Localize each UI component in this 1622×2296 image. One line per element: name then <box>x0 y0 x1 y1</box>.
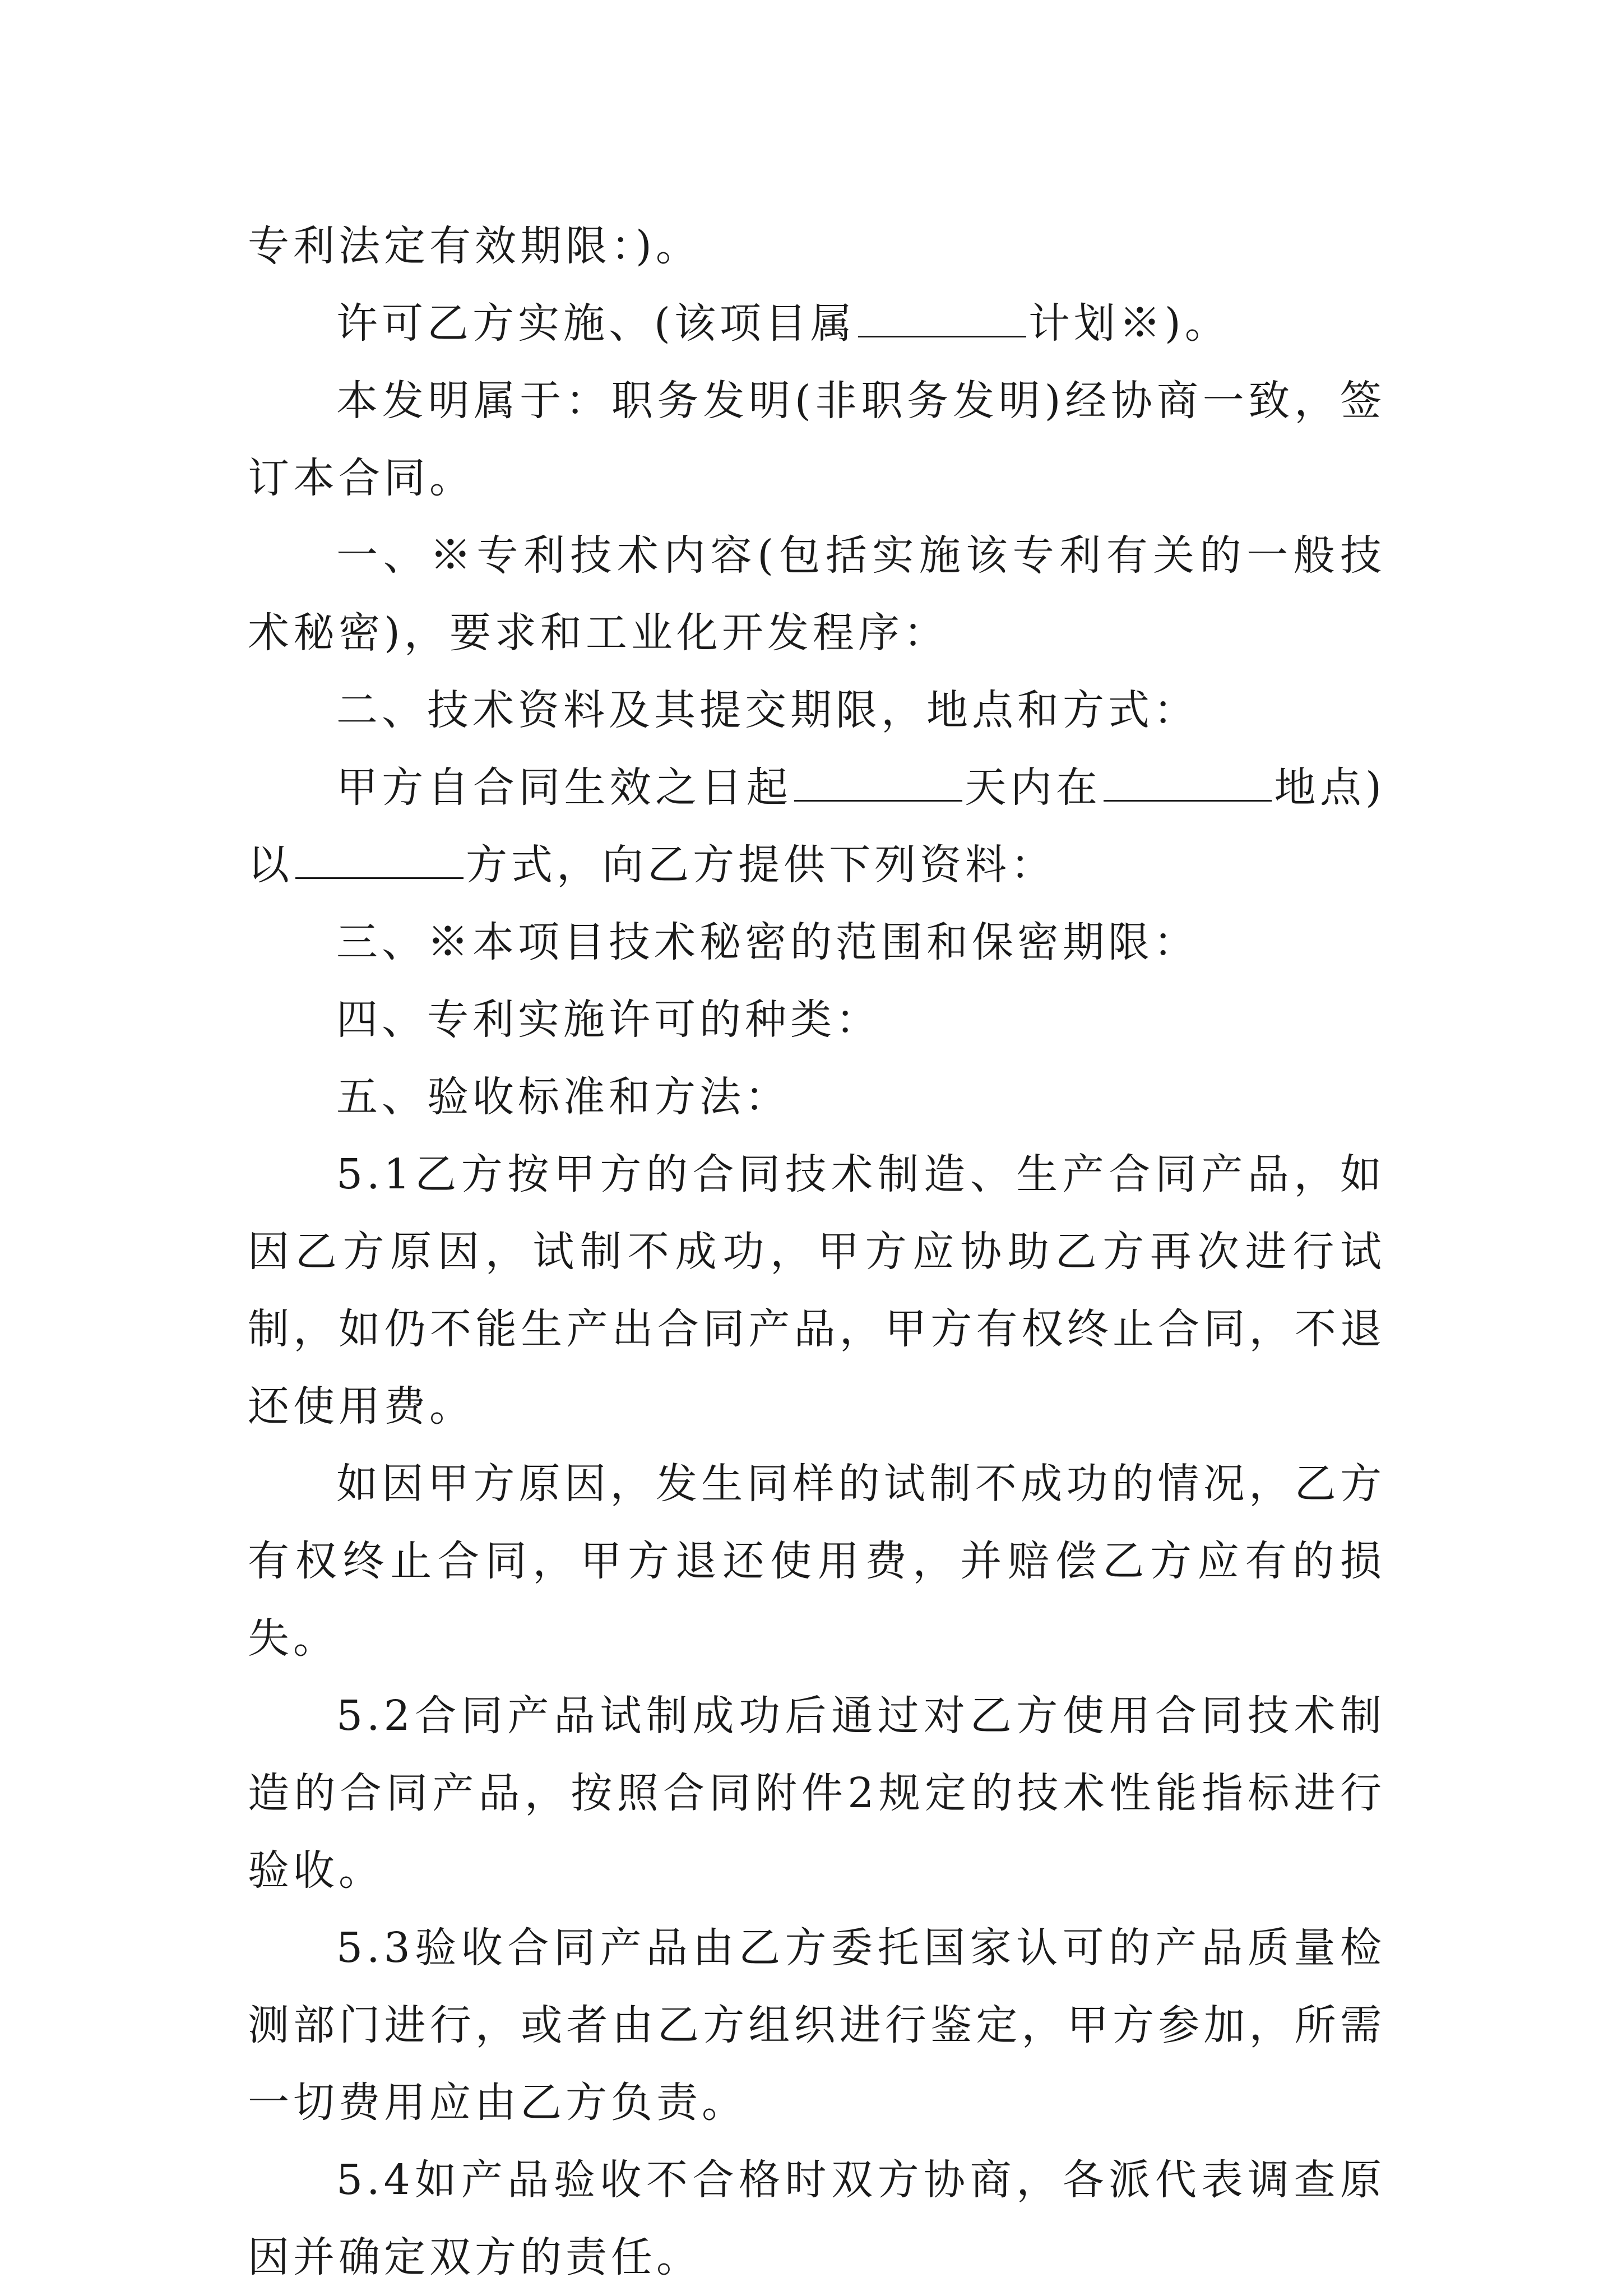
clause-5-2 <box>248 1677 1385 1909</box>
paragraph-text: 计划※)。 <box>1028 299 1230 348</box>
document-body <box>248 207 1385 2296</box>
fill-in-blank <box>295 844 464 879</box>
clause-5-3 <box>248 1909 1385 2141</box>
clause-5-4 <box>248 2141 1385 2296</box>
paragraph-text: 方式，向乙方提供下列资料： <box>466 841 1056 889</box>
paragraph-text: 许可乙方实施、(该项目属 <box>336 299 856 348</box>
paragraph-text: 地点)以 <box>248 763 1386 889</box>
clause-5-1-continued <box>248 1445 1385 1677</box>
fill-in-blank <box>794 766 962 802</box>
section-2-heading <box>248 672 1385 749</box>
paragraph-delivery-terms <box>248 749 1385 904</box>
paragraph-text: 三、※本项目技术秘密的范围和保密期限： <box>336 918 1199 966</box>
clause-5-1 <box>248 1136 1385 1445</box>
paragraph-text: 5.2合同产品试制成功后通过对乙方使用合同技术制造的合同产品，按照合同附件2规定的技术性能指标进行验收。 <box>248 1692 1385 1895</box>
paragraph-patent-term <box>248 207 1385 285</box>
fill-in-blank <box>1104 766 1272 802</box>
section-1-heading <box>248 517 1385 672</box>
paragraph-text: 5.1乙方按甲方的合同技术制造、生产合同产品，如因乙方原因，试制不成功，甲方应协助乙方再次进行试制，如仍不能生产出合同产品，甲方有权终止合同，不退还使用费。 <box>248 1150 1385 1431</box>
section-4-heading <box>248 981 1385 1058</box>
paragraph-text: 5.4如产品验收不合格时双方协商，各派代表调查原因并确定双方的责任。 <box>248 2156 1385 2281</box>
fill-in-blank <box>858 302 1026 337</box>
paragraph-text: 如因甲方原因，发生同样的试制不成功的情况，乙方有权终止合同，甲方退还使用费，并赔偿乙方应有的损失。 <box>248 1460 1385 1663</box>
paragraph-text: 本发明属于：职务发明(非职务发明)经协商一致，签订本合同。 <box>248 377 1385 502</box>
paragraph-text: 5.3验收合同产品由乙方委托国家认可的产品质量检测部门进行，或者由乙方组织进行鉴定，甲方参加，所需一切费用应由乙方负责。 <box>248 1924 1385 2127</box>
paragraph-text: 五、验收标准和方法： <box>336 1073 790 1121</box>
paragraph-invention-type <box>248 362 1385 517</box>
paragraph-text: 天内在 <box>965 763 1102 812</box>
section-3-heading <box>248 904 1385 981</box>
paragraph-text: 一、※专利技术内容(包括实施该专利有关的一般技术秘密)，要求和工业化开发程序： <box>248 531 1385 657</box>
paragraph-license-plan <box>248 285 1385 362</box>
paragraph-text: 甲方自合同生效之日起 <box>336 763 793 812</box>
paragraph-text: 专利法定有效期限：)。 <box>248 222 701 270</box>
section-5-heading <box>248 1058 1385 1136</box>
paragraph-text: 二、技术资料及其提交期限，地点和方式： <box>336 686 1199 734</box>
paragraph-text: 四、专利实施许可的种类： <box>336 996 881 1044</box>
